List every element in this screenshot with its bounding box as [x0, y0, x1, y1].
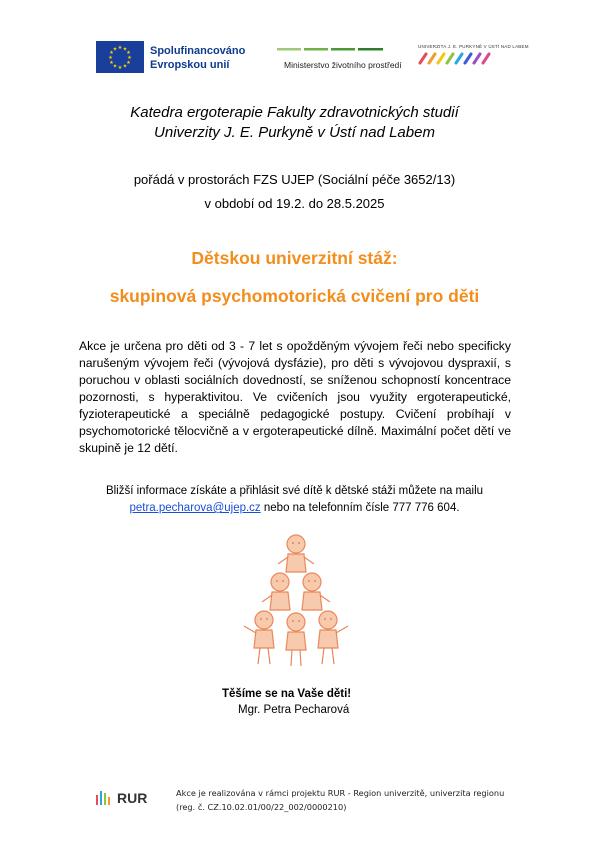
info-line1: Bližší informace získáte a přihlásit své dítě k dětské stáži můžete na mailu [105, 485, 484, 497]
university-logo-label: UNIVERZITA J. E. PURKYNĚ V ÚSTÍ NAD LABEM [418, 44, 529, 49]
university-logo-icon [418, 51, 492, 65]
footer-line2: (reg. č. CZ.10.02.01/00/22_002/0000210) [176, 802, 347, 812]
institution-heading [0, 103, 589, 143]
svg-text:★: ★ [112, 63, 118, 70]
email-link[interactable]: petra.pecharova@ujep.cz [129, 502, 261, 514]
period-line: v období od 19.2. do 28.5.2025 [204, 196, 385, 211]
organizer-line: pořádá v prostorách FZS UJEP (Sociální péče 3652/13) [133, 172, 456, 187]
svg-text:★: ★ [112, 46, 118, 53]
svg-text:★: ★ [117, 45, 123, 51]
svg-text:★: ★ [109, 60, 114, 66]
closing-line: Těšíme se na Vaše děti! [222, 688, 352, 700]
eu-flag-icon [96, 41, 144, 73]
svg-text:★: ★ [126, 50, 131, 56]
rur-logo-icon [95, 789, 115, 807]
eu-text-line2: Evropskou unií [150, 59, 230, 71]
institution-line2: Univerzity J. E. Purkyně v Ústí nad Labem [154, 124, 435, 141]
svg-text:★: ★ [109, 50, 114, 56]
footer-line1: Akce je realizována v rámci projektu RUR - Region univerzitě, univerzita regionu [176, 788, 505, 798]
svg-text:★: ★ [117, 65, 123, 71]
headline-line1: Dětskou univerzitní stáž: [191, 248, 398, 268]
rur-logo-label: RUR [117, 790, 148, 806]
svg-text:★: ★ [127, 55, 132, 61]
info-line2 [0, 502, 589, 514]
svg-text:★: ★ [122, 63, 128, 70]
institution-line1: Katedra ergoterapie Fakulty zdravotnických studií [130, 104, 459, 121]
eu-cofinancing-label [150, 44, 245, 72]
svg-text:★: ★ [126, 60, 131, 66]
phone-text: nebo na telefonním čísle 777 776 604. [260, 502, 460, 514]
signature: Mgr. Petra Pecharová [238, 704, 350, 716]
svg-text:★: ★ [108, 55, 113, 61]
headline-line2: skupinová psychomotorická cvičení pro děti [109, 286, 480, 306]
children-pyramid-illustration [236, 530, 356, 670]
svg-text:★: ★ [122, 46, 128, 53]
eu-text-line1: Spolufinancováno [150, 45, 246, 57]
ministry-label: Ministerstvo životního prostředí [284, 60, 402, 70]
ministry-logo-icon [277, 46, 383, 54]
description-paragraph: Akce je určena pro děti od 3 - 7 let s opožděným vývojem řeči nebo specificky narušeným vývojem řeči (vývojová dysfázie), pro děti s vývojovou dyspraxií, s poruchou v oblasti sociálních dovedností, se sníženou schopností koncentrace pozornosti, s hyperaktivitou. Ve cvičeních jsou využity ergoterapeutické, fyzioterapeutické a speciálně pedagogické postupy. Cvičení probíhají v psychomotorické tělocvičně a v ergoterapeutické dílně. Maximální počet dětí ve skupině je 12 dětí. [79, 339, 511, 455]
